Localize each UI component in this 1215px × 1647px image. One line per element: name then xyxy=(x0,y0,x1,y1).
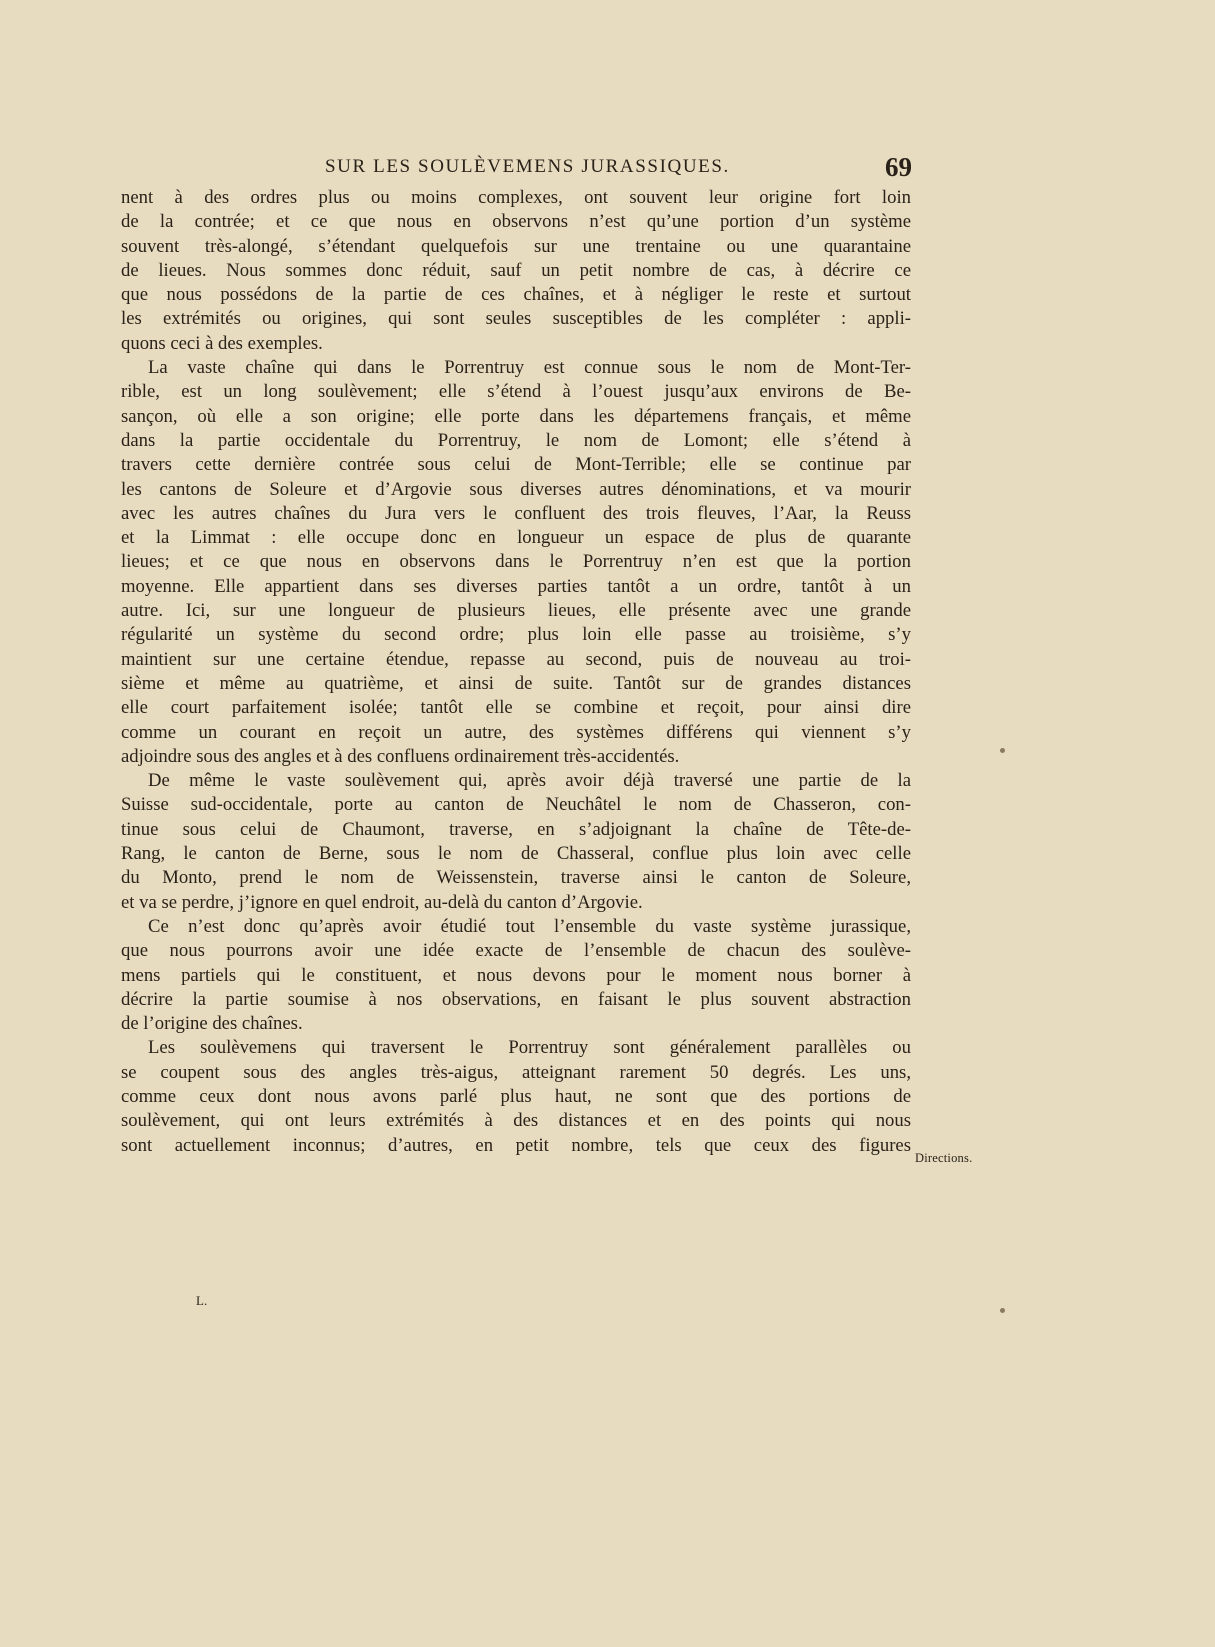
page-header xyxy=(120,152,915,182)
text-line: et va se perdre, j’ignore en quel endroit, au-delà du canton d’Argovie. xyxy=(121,891,643,913)
text-line: quons ceci à des exemples. xyxy=(121,332,323,354)
text-line: de l’origine des chaînes. xyxy=(121,1013,303,1035)
text-line: comme ceux dont nous avons parlé plus haut, ne sont que des portions de xyxy=(121,1085,911,1107)
text-line: tinue sous celui de Chaumont, traverse, en s’adjoignant la chaîne de Tête-de- xyxy=(121,818,911,840)
paper-spot xyxy=(1000,748,1005,753)
text-line: les extrémités ou origines, qui sont seules susceptibles de les compléter : appli- xyxy=(121,308,911,330)
running-title: SUR LES SOULÈVEMENS JURASSIQUES. xyxy=(325,156,730,177)
text-line: décrire la partie soumise à nos observations, en faisant le plus souvent abstraction xyxy=(121,988,911,1010)
text-line: souvent très-alongé, s’étendant quelquefois sur une trentaine ou une quarantaine xyxy=(121,235,911,257)
margin-note: Directions. xyxy=(915,1151,973,1165)
text-line: Les soulèvemens qui traversent le Porrentruy sont généralement parallèles ou xyxy=(148,1037,911,1059)
text-line: rible, est un long soulèvement; elle s’étend à l’ouest jusqu’aux environs de Be- xyxy=(121,381,911,403)
text-line: Suisse sud-occidentale, porte au canton de Neuchâtel le nom de Chasseron, con- xyxy=(121,794,911,816)
text-line: Rang, le canton de Berne, sous le nom de Chasseral, conflue plus loin avec celle xyxy=(121,843,911,865)
text-line: La vaste chaîne qui dans le Porrentruy est connue sous le nom de Mont-Ter- xyxy=(148,357,911,379)
text-line: sançon, où elle a son origine; elle porte dans les départemens français, et même xyxy=(121,405,911,427)
text-line: adjoindre sous des angles et à des confluens ordinairement très-accidentés. xyxy=(121,745,680,767)
text-line: travers cette dernière contrée sous celui de Mont-Terrible; elle se continue par xyxy=(121,454,911,476)
text-line: du Monto, prend le nom de Weissenstein, traverse ainsi le canton de Soleure, xyxy=(121,867,911,889)
paper-spot xyxy=(1000,1308,1005,1313)
text-line: nent à des ordres plus ou moins complexes, ont souvent leur origine fort loin xyxy=(121,187,911,208)
text-line: les cantons de Soleure et d’Argovie sous diverses autres dénominations, et va mourir xyxy=(121,478,911,500)
text-line: comme un courant en reçoit un autre, des systèmes différens qui viennent s’y xyxy=(121,721,911,743)
text-line: sième et même au quatrième, et ainsi de suite. Tantôt sur de grandes distances xyxy=(121,672,911,694)
text-line: de lieues. Nous sommes donc réduit, sauf un petit nombre de cas, à décrire ce xyxy=(121,259,911,281)
text-line: sont actuellement inconnus; d’autres, en petit nombre, tels que ceux des figures xyxy=(121,1134,911,1156)
text-line: dans la partie occidentale du Porrentruy, le nom de Lomont; elle s’étend à xyxy=(121,429,911,451)
text-line: maintient sur une certaine étendue, repasse au second, puis de nouveau au troi- xyxy=(121,648,911,670)
body-text xyxy=(121,186,911,1158)
text-line: et la Limmat : elle occupe donc en longueur un espace de plus de quarante xyxy=(121,527,911,549)
text-line: que nous pourrons avoir une idée exacte de l’ensemble de chacun des soulève- xyxy=(121,940,911,962)
text-line: avec les autres chaînes du Jura vers le confluent des trois fleuves, l’Aar, la Reuss xyxy=(121,502,911,524)
text-line: mens partiels qui le constituent, et nous devons pour le moment nous borner à xyxy=(121,964,911,986)
text-line: De même le vaste soulèvement qui, après avoir déjà traversé une partie de la xyxy=(148,770,911,792)
text-line: soulèvement, qui ont leurs extrémités à des distances et en des points qui nous xyxy=(121,1110,911,1132)
signature-mark: L. xyxy=(196,1293,208,1308)
text-line: lieues; et ce que nous en observons dans le Porrentruy n’en est que la portion xyxy=(121,551,911,573)
text-line: Ce n’est donc qu’après avoir étudié tout l’ensemble du vaste système jurassique, xyxy=(148,915,911,937)
text-line: que nous possédons de la partie de ces chaînes, et à négliger le reste et surtout xyxy=(121,284,911,306)
text-line: moyenne. Elle appartient dans ses diverses parties tantôt a un ordre, tantôt à un xyxy=(121,575,911,597)
text-line: elle court parfaitement isolée; tantôt elle se combine et reçoit, pour ainsi dire xyxy=(121,697,911,719)
page-number: 69 xyxy=(885,152,912,182)
text-line: de la contrée; et ce que nous en observons n’est qu’une portion d’un système xyxy=(121,211,911,233)
text-line: régularité un système du second ordre; plus loin elle passe au troisième, s’y xyxy=(121,624,911,646)
text-line: autre. Ici, sur une longueur de plusieurs lieues, elle présente avec une grande xyxy=(121,600,911,622)
text-line: se coupent sous des angles très-aigus, atteignant rarement 50 degrés. Les uns, xyxy=(121,1061,911,1083)
